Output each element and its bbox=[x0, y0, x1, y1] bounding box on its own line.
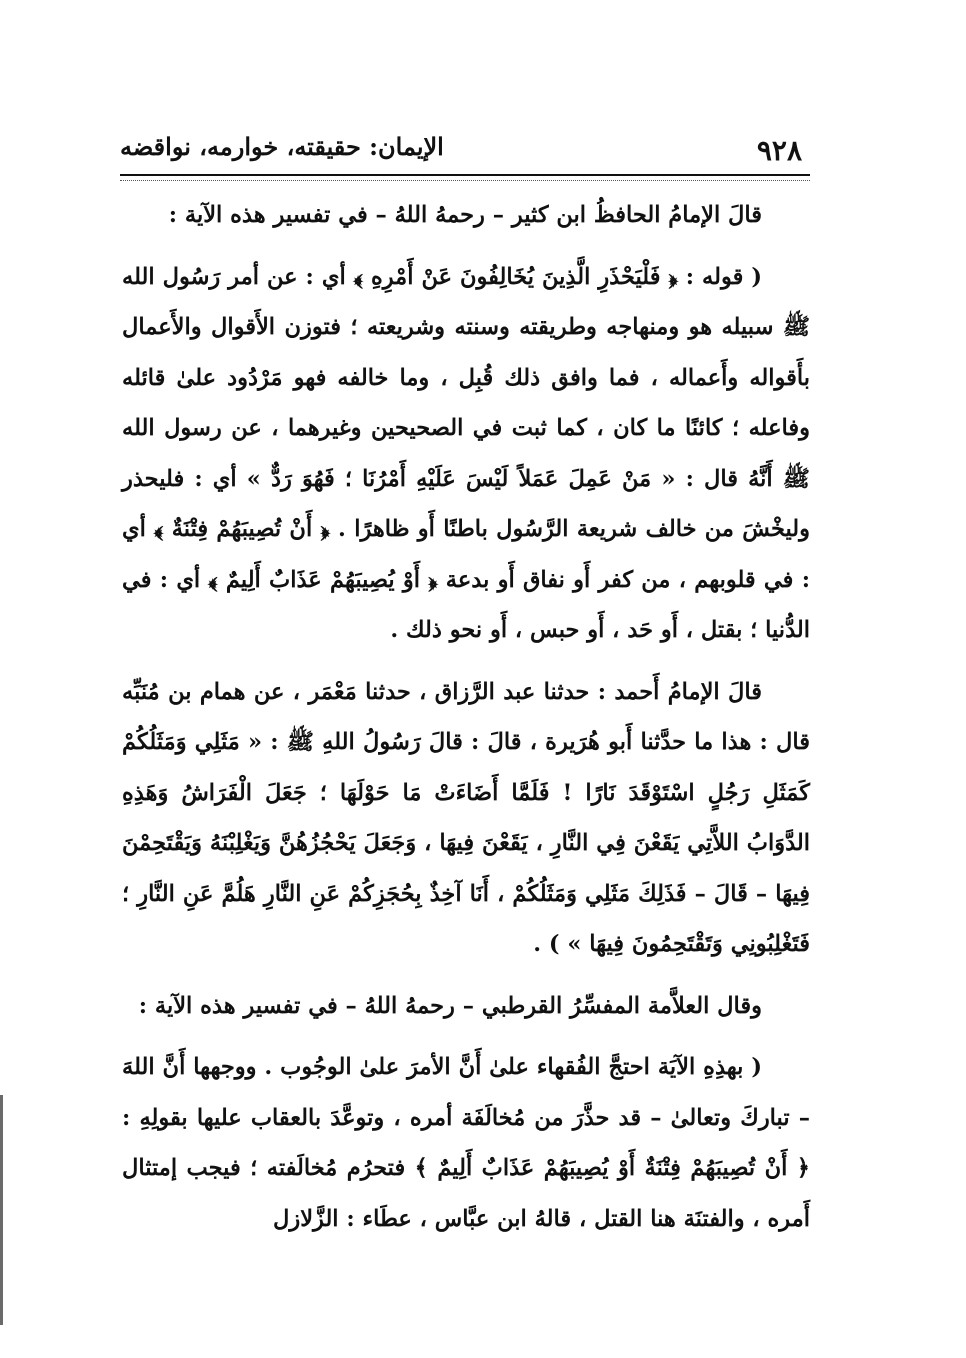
paragraph-ahmad-hadith: قالَ الإمامُ أَحمد : حدثنا عبد الرَّزاق ، حدثنا مَعْمَر ، عن همام بن مُنَبِّه قال : هذا ما حدَّثنا أَبو هُرَيرة ، قالَ : قالَ رَسُولُ اللهِ ﷺ : « مَثَلِي وَمَثَلُكُمْ كَمَثَلِ رَجُلٍ اسْتَوْقَدَ نَارًا ! فَلَمَّا أَضَاءَتْ مَا حَوْلَهَا ؛ جَعَلَ الْفَرَاشُ وَهَذِهِ الدَّوَابُ اللاَّتِي يَقَعْنَ فِي النَّارِ ، يَقَعْنَ فِيهَا ، وَجَعَلَ يَحْجُزُهُنَّ وَيَغْلِبْنَهُ وَيَقْتَحِمْنَ فِيهَا – قَالَ – فَذَلِكَ مَثَلِي وَمَثَلُكُمْ ، أَنَا آخِذٌ بِحُجَزِكُمْ عَنِ النَّارِ هَلُمَّ عَنِ النَّارِ ؛ فَتَغْلِبُونِي وَتَقْتَحِمُونَ فِيهَا » ) . bbox=[122, 678, 810, 957]
paragraph-ibn-kathir-quote: ( قوله : ﴿ فَلْيَحْذَرِ الَّذِينَ يُخَالِفُونَ عَنْ أَمْرِهِ ﴾ أي : عن أمر رَسُول الله ﷺ سبيله هو ومنهاجه وطريقته وسنته وشريعته ؛ فتوزن الأَقوال والأَعمال بأَقواله وأَعماله ، فما وافق ذلك قُبِل ، وما خالفه فهو مَرْدُود علىٰ قائله وفاعله ؛ كائنًا ما كان ، كما ثبت في الصحيحين وغيرهما ، عن رسول الله ﷺ أَنَّهُ قال : « مَنْ عَمِلَ عَمَلاً لَيْسَ عَلَيْهِ أَمْرُنَا ؛ فَهُوَ رَدٌّ » أي : فليحذر وليخْشَ من خالف شريعة الرَّسُول باطنًا أَو ظاهرًا . ﴿ أَنْ تُصِيبَهُمْ فِتْنَةٌ ﴾ أي : في قلوبهم ، من كفر أَو نفاق أَو بدعة ﴿ أَوْ يُصِيبَهُمْ عَذَابٌ أَلِيمٌ ﴾ أي : في الدُّنيا ؛ بقتل ، أَو حَد ، أَو حبس ، أَو نحو ذلك . bbox=[122, 263, 810, 643]
paragraph-ibn-kathir-intro: قالَ الإمامُ الحافظُ ابن كثير – رحمهُ اللهُ – في تفسير هذه الآية : bbox=[168, 202, 762, 228]
paragraph-qurtubi-intro: وقال العلاَّمة المفسِّرُ القرطبي – رحمهُ اللهُ – في تفسير هذه الآية : bbox=[138, 992, 762, 1019]
page-header bbox=[120, 130, 810, 180]
body-text bbox=[122, 190, 810, 1255]
header-dotted-rule bbox=[120, 180, 810, 181]
scan-edge-shadow bbox=[0, 1095, 3, 1325]
page-number: ٩٢٨ bbox=[756, 134, 802, 167]
paragraph-qurtubi-quote: ( بهذِهِ الآيَة احتجَّ الفُقهاء علىٰ أَنَّ الأمرَ علىٰ الوجُوب . ووجهها أَنَّ اللهَ – تباركَ وتعالىٰ – قد حذَّرَ من مُخالَفَة أمره ، وتوعَّدَ بالعقاب عليها بقولِهِ : ﴿ أَنْ تُصِيبَهُمْ فِتْنَةٌ أَوْ يُصِيبَهُمْ عَذَابٌ أَلِيمٌ ﴾ فتحرُم مُخالَفته ؛ فيجب إمتثال أَمره ، والفتنَة هنا القتل ، قالهُ ابن عبَّاس ، عطَاء : الزَّلازل bbox=[122, 1054, 810, 1232]
header-rule bbox=[120, 174, 810, 176]
running-title: الإيمان: حقيقته، خوارمه، نواقضه bbox=[120, 132, 444, 161]
